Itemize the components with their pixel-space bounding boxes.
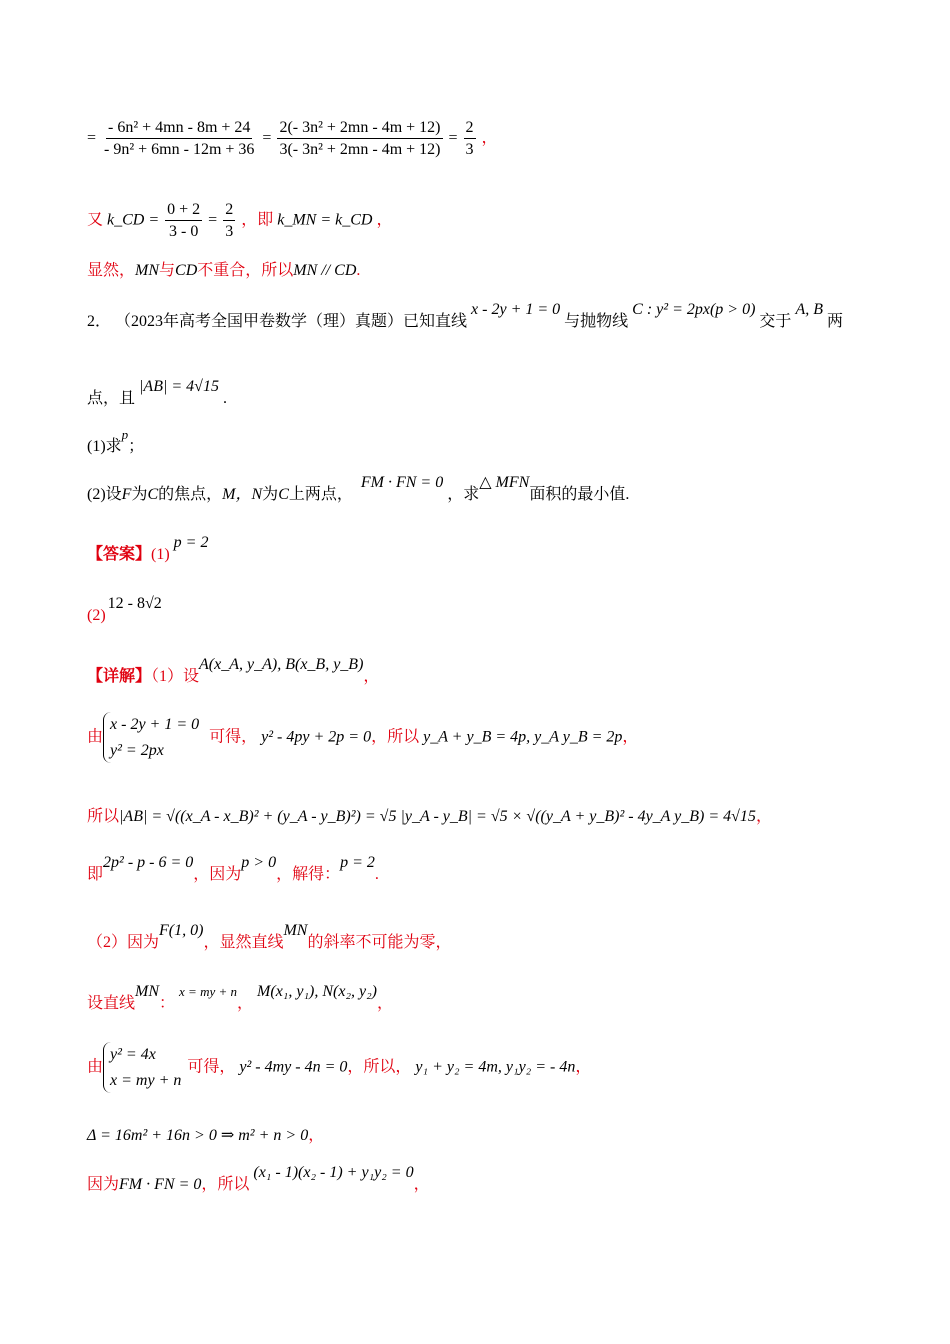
fraction-3: $\frac{2}{3}$ [465, 119, 474, 159]
system-of-equations-2: y² = 4x x = my + n [103, 1042, 187, 1093]
conclusion-parallel: 显然，MN与CD不重合，所以MN // CD. [87, 262, 361, 279]
question-1: (1)求$^p$； [87, 427, 145, 455]
equals-sign: = [87, 129, 97, 147]
problem-statement-line1: 2． （2023年高考全国甲卷数学（理）真题）已知直线 x - 2y + 1 = 0 与抛物线 C : y² = 2px(p > 0) 交于 A, B 两 [87, 301, 843, 330]
fraction-two-thirds: $\frac{2}{3}$ [225, 201, 234, 241]
equation-line-slope-ratio: = $\frac{\text{- 6n² + 4mn - 8m + 24}}{\text{- 9n² + 6mn - 12m + 36}}$ = $\frac{\text{2(- 3n² + 2mn - 4m + 12)}}{\text{3(- 3n² + 2mn - 4m + 12)}}$ = $\frac{2}{3}$ ， [87, 119, 498, 159]
detail-ab-length: 所以|AB| = √((x_A - x_B)² + (y_A - y_B)²) = √5 |y_A - y_B| = √5 × √((y_A + y_B)² - 4y_A y_B) = 4√15， [87, 808, 772, 825]
fraction-kcd: $\frac{0 + 2}{3 - 0}$ [167, 201, 201, 241]
answer-line-1: 【答案】(1)p = 2 [87, 534, 209, 563]
detail-part2-intro: （2）因为F(1, 0)，显然直线MN的斜率不可能为零， [87, 922, 452, 951]
detail-discriminant: Δ = 16m² + 16n > 0 ⇒ m² + n > 0， [87, 1127, 325, 1144]
answer-line-2: (2)12 - 8√2 [87, 595, 162, 624]
detail-system-1: 由x - 2y + 1 = 0 y² = 2px 可得， y² - 4py + 2p = 0，所以 y_A + y_B = 4p, y_A y_B = 2p， [87, 712, 638, 763]
fraction-2: $\frac{\text{2(- 3n² + 2mn - 4m + 12)}}{\text{3(- 3n² + 2mn - 4m + 12)}}$ [279, 119, 441, 159]
fraction-1: $\frac{\text{- 6n² + 4mn - 8m + 24}}{\text{- 9n² + 6mn - 12m + 36}}$ [104, 119, 255, 159]
detail-system-2: 由y² = 4x x = my + n可得， y² - 4my - 4n = 0，所以， y₁ + y₂ = 4m, y₁y₂ = - 4n， [87, 1042, 591, 1093]
detail-line-1: 【详解】（1）设A(x_A, y_A), B(x_B, y_B)， [87, 656, 380, 685]
detail-line-mn: 设直线MN： $^{x = my + n}$， M(x₁, y₁), N(x₂, y₂)， [87, 983, 394, 1012]
equation-line-kcd: 又 k_CD = $\frac{0 + 2}{3 - 0}$ = $\frac{2}{3}$ ，即 k_MN = k_CD ， [87, 201, 393, 241]
question-2: (2)设F为C的焦点，M，N为C上两点， FM · FN = 0，求△ MFN面积的最小值. [87, 474, 630, 503]
problem-statement-line2: 点，且 |AB| = 4√15 . [87, 378, 227, 407]
system-of-equations-1: x - 2y + 1 = 0 y² = 2px [103, 712, 205, 763]
detail-solve-p: 即2p² - p - 6 = 0，因为p > 0，解得：p = 2. [87, 854, 379, 883]
detail-dot-product: 因为FM · FN = 0，所以(x₁ - 1)(x₂ - 1) + y₁y₂ = 0， [87, 1164, 430, 1193]
